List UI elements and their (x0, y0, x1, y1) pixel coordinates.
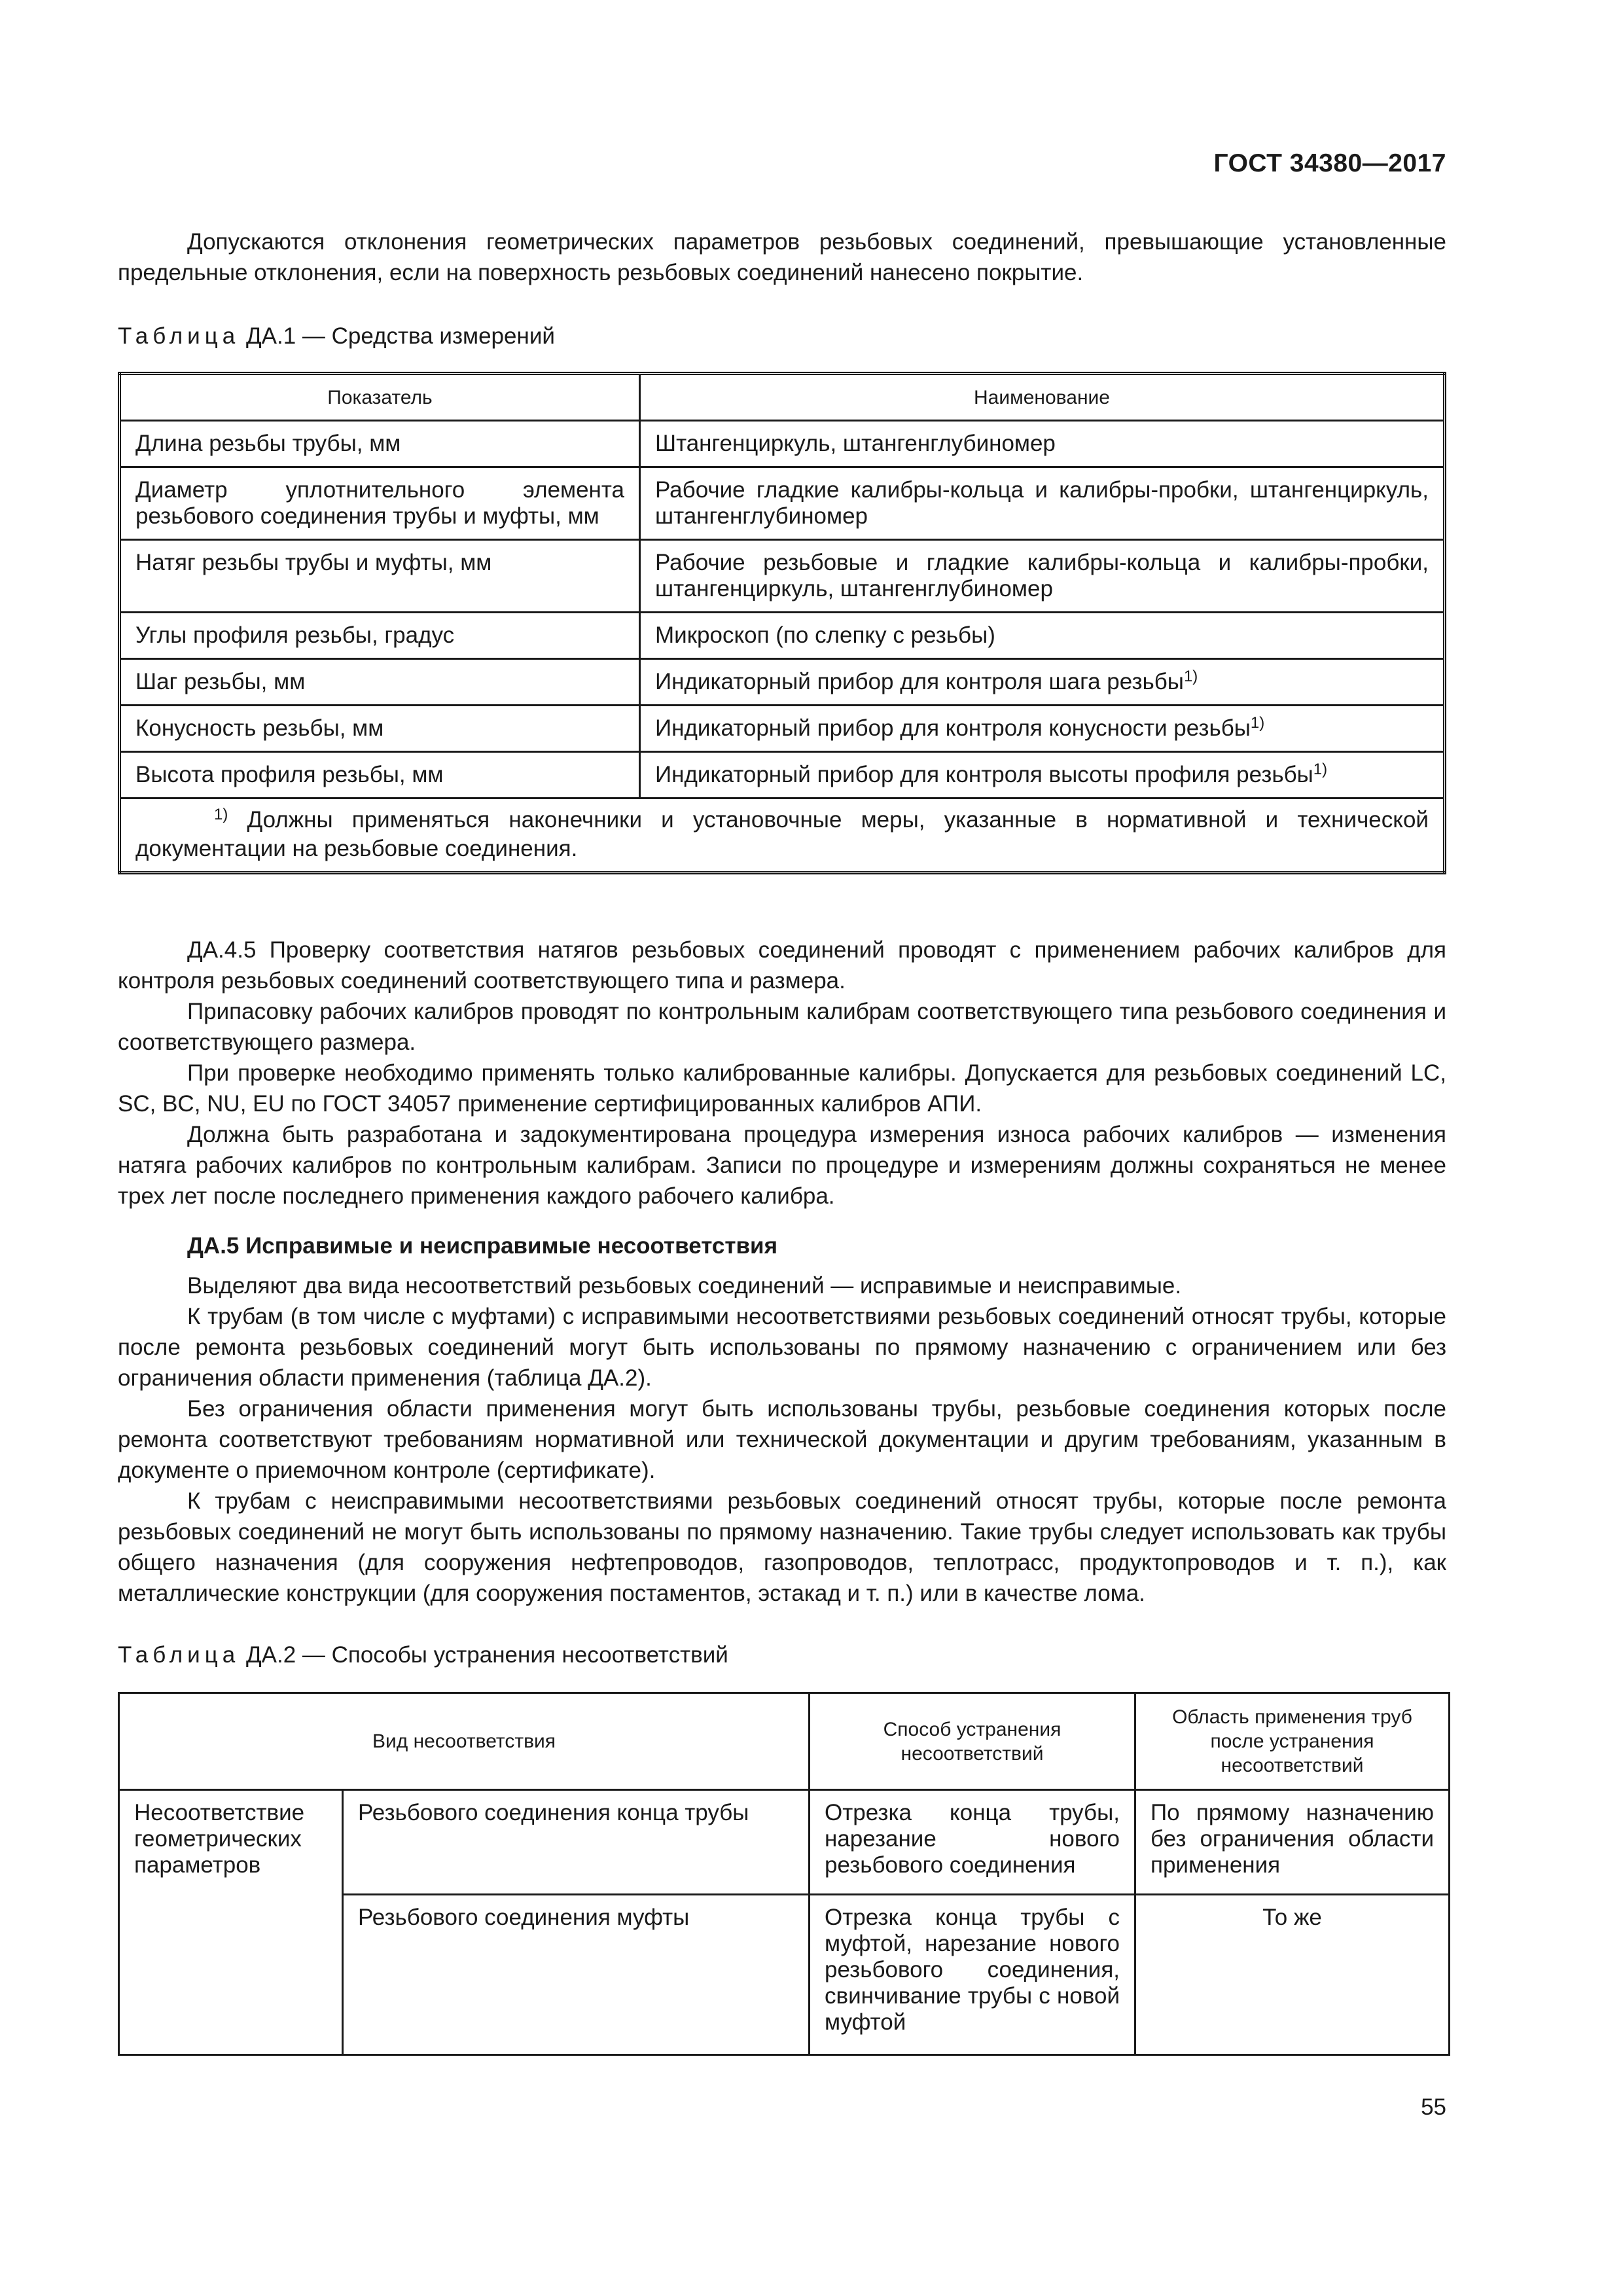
table1-caption (118, 321, 1446, 351)
table2-header-scope: Область применения труб после устранения несоответствий (1135, 1693, 1450, 1790)
table2 (118, 1692, 1450, 2056)
paragraph: Припасовку рабочих калибров проводят по контрольным калибрам соответствующего типа резьбового соединения и соответствующего размера. (118, 999, 1446, 1055)
section-da45 (118, 935, 1446, 1211)
paragraph: Выделяют два вида несоответствий резьбовых соединений — исправимые и неисправимые. (187, 1273, 1182, 1299)
footnote-mark: 1) (1313, 761, 1328, 778)
table1-cell-indicator: Углы профиля резьбы, градус (120, 613, 640, 659)
footnote-mark: 1) (214, 806, 228, 823)
paragraph: К трубам с неисправимыми несоответствиями резьбовых соединений относят трубы, которые после ремонта резьбовых соединений не могут быть использованы по прямому назначению. Такие трубы следует использовать как трубы общего назначения (для сооружения нефтепроводов, газопроводов, теплотрасс, продуктопроводов и т. п.), как металлические конструкции (для сооружения постаментов, эстакад и т. п.) или в качестве лома. (118, 1488, 1446, 1606)
paragraph: ДА.4.5 Проверку соответствия натягов резьбовых соединений проводят с применением рабочих калибров для контроля резьбовых соединений соответствующего типа и размера. (118, 937, 1446, 994)
table1-cell-name: Индикаторный прибор для контроля шага резьбы (655, 669, 1184, 694)
table1 (118, 372, 1446, 874)
table-row (120, 540, 1445, 613)
table2-cell-type: Резьбового соединения конца трубы (343, 1790, 810, 1895)
table1-cell-name-with-note (640, 706, 1445, 752)
table-row (120, 752, 1445, 798)
table1-cell-indicator: Конусность резьбы, мм (120, 706, 640, 752)
table1-cell-indicator: Шаг резьбы, мм (120, 659, 640, 706)
section-title: ДА.5 Исправимые и неисправимые несоответствия (187, 1233, 777, 1259)
section-da5 (118, 1230, 1446, 1609)
paragraph: При проверке необходимо применять только калиброванные калибры. Допускается для резьбовых соединений LC, SC, BC, NU, EU по ГОСТ 34057 применение сертифицированных калибров АПИ. (118, 1060, 1446, 1117)
table2-caption (118, 1640, 1446, 1670)
paragraph: К трубам (в том числе с муфтами) с исправимыми несоответствиями резьбовых соединений относят трубы, которые после ремонта резьбовых соединений могут быть использованы по прямому назначению с ограничением или без ограничения области применения (таблица ДА.2). (118, 1304, 1446, 1391)
table1-cell-indicator: Диаметр уплотнительного элемента резьбового соединения трубы и муфты, мм (120, 467, 640, 540)
table2-cell-type: Резьбового соединения муфты (343, 1895, 810, 2055)
table1-cell-indicator: Высота профиля резьбы, мм (120, 752, 640, 798)
table-row (120, 467, 1445, 540)
table1-cell-name: Микроскоп (по слепку с резьбы) (640, 613, 1445, 659)
table1-header-row (120, 374, 1445, 421)
table-row (119, 1790, 1450, 1895)
table-row (120, 659, 1445, 706)
table1-cell-name: Рабочие резьбовые и гладкие калибры-кольца и калибры-пробки, штангенциркуль, штангенглубиномер (640, 540, 1445, 613)
paragraph: Должна быть разработана и задокументирована процедура измерения износа рабочих калибров — изменения натяга рабочих калибров по контрольным калибрам. Записи по процедуре и измерениям должны сохраняться не менее трех лет после последнего применения каждого рабочего калибра. (118, 1122, 1446, 1209)
table1-header-name: Наименование (640, 374, 1445, 421)
intro-block (118, 226, 1446, 288)
page-number: 55 (1421, 2094, 1446, 2120)
table2-caption-prefix: Таблица (118, 1642, 240, 1668)
table1-cell-indicator: Натяг резьбы трубы и муфты, мм (120, 540, 640, 613)
footnote-mark: 1) (1250, 714, 1265, 732)
footnote-mark: 1) (1183, 668, 1198, 685)
table1-cell-indicator: Длина резьбы трубы, мм (120, 421, 640, 467)
table2-wrapper (118, 1692, 1450, 2056)
table2-cell-method: Отрезка конца трубы, нарезание нового резьбового соединения (810, 1790, 1135, 1895)
table-row (120, 706, 1445, 752)
intro-paragraph: Допускаются отклонения геометрических параметров резьбовых соединений, превышающие установленные предельные отклонения, если на поверхность резьбовых соединений нанесено покрытие. (118, 229, 1446, 285)
table2-header-row (119, 1693, 1450, 1790)
table1-caption-text: ДА.1 — Средства измерений (245, 323, 555, 349)
table1-wrapper (118, 372, 1446, 874)
table1-caption-prefix: Таблица (118, 323, 240, 349)
table1-cell-name-with-note (640, 752, 1445, 798)
table1-footnote-row (120, 798, 1445, 873)
table1-footnote: Должны применяться наконечники и установочные меры, указанные в нормативной и технической документации на резьбовые соединения. (135, 807, 1429, 861)
table2-cell-method: Отрезка конца трубы с муфтой, нарезание нового резьбового соединения, свинчивание трубы с новой муфтой (810, 1895, 1135, 2055)
table1-cell-name: Рабочие гладкие калибры-кольца и калибры-пробки, штангенциркуль, штангенглубиномер (640, 467, 1445, 540)
table2-cell-scope: По прямому назначению без ограничения области применения (1135, 1790, 1450, 1895)
table1-cell-name: Индикаторный прибор для контроля высоты профиля резьбы (655, 762, 1313, 787)
table2-caption-text: ДА.2 — Способы устранения несоответствий (245, 1642, 728, 1668)
table1-cell-name: Штангенциркуль, штангенглубиномер (640, 421, 1445, 467)
table2-header-type: Вид несоответствия (119, 1693, 810, 1790)
document-code: ГОСТ 34380—2017 (1213, 149, 1446, 177)
table2-header-method: Способ устранения несоответствий (810, 1693, 1135, 1790)
table1-cell-name-with-note (640, 659, 1445, 706)
table2-cell-group: Несоответствие геометрических параметров (119, 1790, 343, 2055)
table1-footnote-cell (120, 798, 1445, 873)
table1-cell-name: Индикаторный прибор для контроля конусности резьбы (655, 715, 1251, 741)
table2-cell-scope: То же (1135, 1895, 1450, 2055)
paragraph: Без ограничения области применения могут быть использованы трубы, резьбовые соединения которых после ремонта соответствуют требованиям нормативной или технической документации и другим требованиям, указанным в документе о приемочном контроле (сертификате). (118, 1396, 1446, 1483)
table-row (120, 421, 1445, 467)
table1-header-indicator: Показатель (120, 374, 640, 421)
table-row (120, 613, 1445, 659)
